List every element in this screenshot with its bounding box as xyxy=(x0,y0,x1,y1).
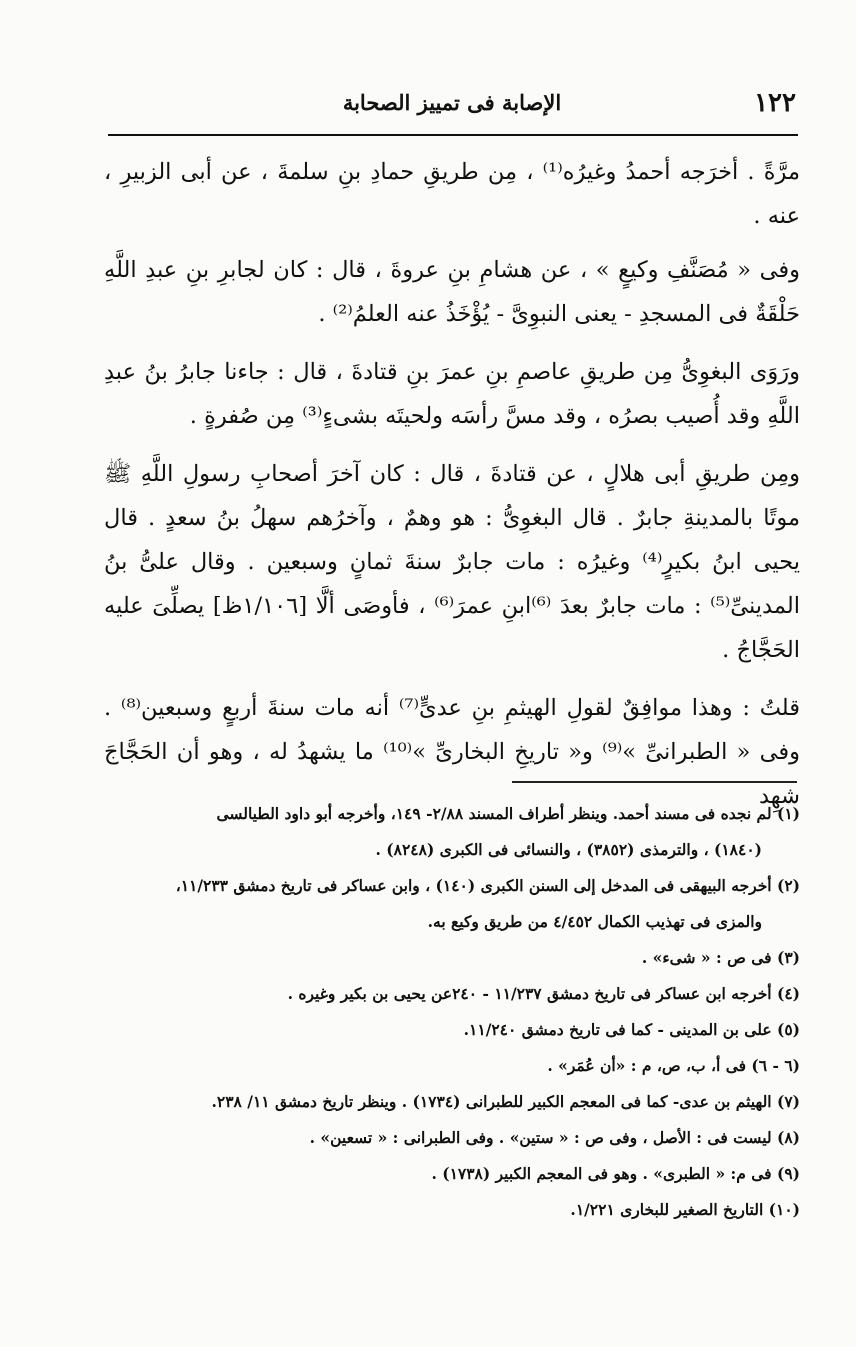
footnote: (٦ - ٦) فى أ، ب، ص، م : «أن عُمَر» . xyxy=(547,1056,800,1075)
running-title: الإصابة فى تمييز الصحابة xyxy=(342,90,562,115)
paragraph: ومِن طريقِ أبى هلالٍ ، عن قتادةَ ، قال : كان آخرَ أصحابِ رسولِ اللَّهِ ﷺ موتًا بالمدينةِ جابرٌ . قال البغوِىُّ : هو وهمٌ ، وآخرُهم سهلُ بنُ سعدٍ . قال يحيى ابنُ بكيرٍ⁽⁴⁾ وغيرُه : مات جابرٌ سنةَ ثمانٍ وسبعين . وقال علىُّ بنُ المدينىِّ⁽⁵⁾ : مات جابرٌ بعدَ ⁽⁶⁾ابنِ عمرَ⁽⁶⁾ ، فأوصَى ألَّا [١/١٠٦ظ] يصلِّىَ عليه الحَجَّاجُ . xyxy=(104,461,800,663)
footnote: (٤) أخرجه ابن عساكر فى تاريخ دمشق ١١/٢٣٧ - ٢٤٠عن يحيى بن بكير وغيره . xyxy=(287,984,800,1003)
footnotes xyxy=(104,796,800,1228)
footnote: (٥) على بن المدينى - كما فى تاريخ دمشق ١١/٢٤٠. xyxy=(463,1020,800,1039)
footnote: (١٠) التاريخ الصغير للبخارى ١/٢٢١. xyxy=(570,1200,800,1219)
paragraph: قلتُ : وهذا موافِقٌ لقولِ الهيثمِ بنِ عدىٍّ⁽⁷⁾ أنه مات سنةَ أربعٍ وسبعين⁽⁸⁾ . وفى « الطبرانىِّ »⁽⁹⁾ و« تاريخِ البخارىِّ »⁽¹⁰⁾ ما يشهدُ له ، وهو أن الحَجَّاجَ شهِد xyxy=(104,695,800,809)
paragraph: مرَّةً . أخرَجه أحمدُ وغيرُه⁽¹⁾ ، مِن طريقِ حمادِ بنِ سلمةَ ، عن أبى الزبيرِ ، عنه . xyxy=(104,159,800,229)
page-number: ١٢٢ xyxy=(754,88,796,118)
paragraph: ورَوَى البغوِىُّ مِن طريقِ عاصمِ بنِ عمرَ بنِ قتادةَ ، قال : جاءنا جابرُ بنُ عبدِ اللَّهِ وقد أُصيب بصرُه ، وقد مسَّ رأسَه ولحيتَه بشىءٍ⁽³⁾ مِن صُفرةٍ . xyxy=(104,359,800,429)
page-header xyxy=(108,88,796,124)
footnote-separator xyxy=(512,781,797,783)
paragraph: وفى « مُصَنَّفِ وكيعٍ » ، عن هشامِ بنِ عروةَ ، قال : كان لجابرِ بنِ عبدِ اللَّهِ حَلْقَةٌ فى المسجدِ - يعنى النبوِىَّ - يُؤْخَذُ عنه العلمُ⁽²⁾ . xyxy=(104,257,800,327)
main-text xyxy=(104,150,800,832)
footnote: (٩) فى م: « الطبرى» . وهو فى المعجم الكبير (١٧٣٨) . xyxy=(431,1164,800,1183)
footnote: (٧) الهيثم بن عدى- كما فى المعجم الكبير للطبرانى (١٧٣٤) . وينظر تاريخ دمشق ١١/ ٢٣٨. xyxy=(211,1092,800,1111)
footnote-continuation: والمزى فى تهذيب الكمال ٤/٤٥٢ من طريق وكيع به. xyxy=(427,912,762,931)
footnote-continuation: (١٨٤٠) ، والترمذى (٣٨٥٢) ، والنسائى فى الكبرى (٨٢٤٨) . xyxy=(375,840,762,859)
header-rule xyxy=(108,134,798,136)
footnote: (٣) فى ص : « شىء» . xyxy=(641,948,800,967)
footnote: (١) لم نجده فى مسند أحمد. وينظر أطراف المسند ٢/٨٨- ١٤٩، وأخرجه أبو داود الطيالسى xyxy=(216,804,800,823)
footnote: (٢) أخرجه البيهقى فى المدخل إلى السنن الكبرى (١٤٠) ، وابن عساكر فى تاريخ دمشق ١١/٢٣٣، xyxy=(175,876,800,895)
footnote: (٨) ليست فى : الأصل ، وفى ص : « ستين» . وفى الطبرانى : « تسعين» . xyxy=(309,1128,800,1147)
